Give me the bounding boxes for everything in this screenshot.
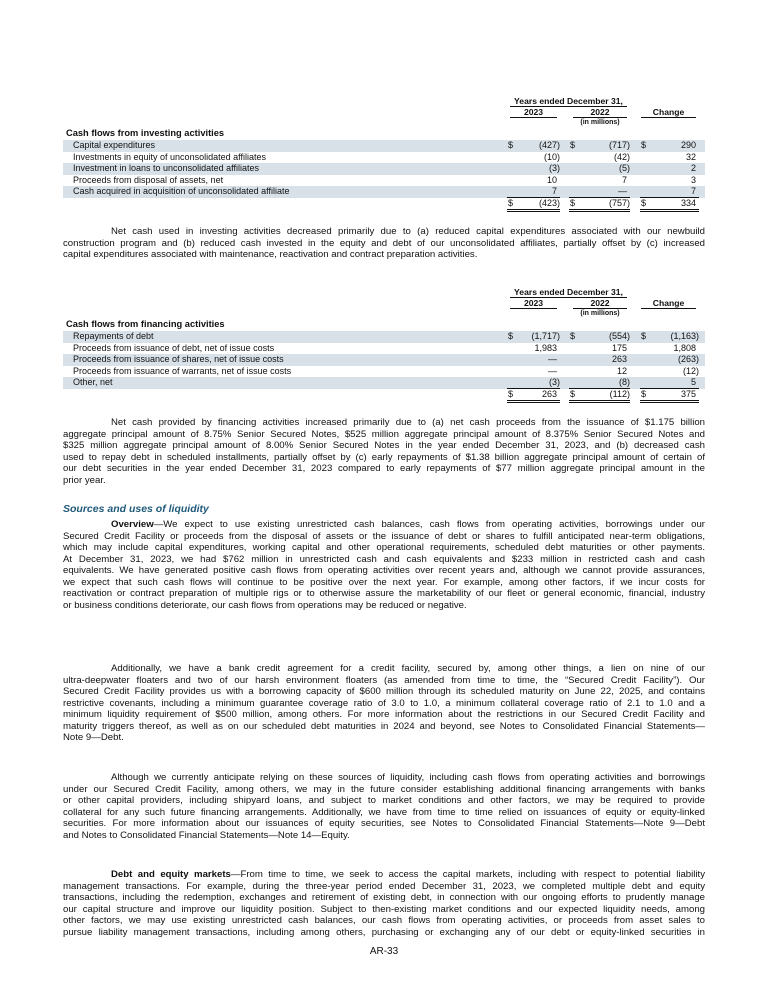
row-label: Investment in loans to unconsolidated affiliates [73, 163, 259, 174]
years-header: Years ended December 31, [510, 287, 627, 298]
total-row [63, 389, 705, 401]
dollar-sign: $ [641, 389, 647, 399]
dollar-sign: $ [508, 389, 514, 399]
text-line: other factors, we may use existing unrestricted cash balances, our cash flows from operating activities, or proceeds from asset sales to [63, 915, 705, 927]
value-change: 3 [690, 174, 696, 185]
dollar-sign: $ [570, 140, 576, 150]
value-change: 32 [685, 151, 696, 162]
value-v2023: (3) [549, 163, 560, 174]
paragraph [63, 869, 705, 938]
value-v2023: — [548, 365, 557, 376]
row-label: Proceeds from issuance of warrants, net of issue costs [73, 365, 292, 376]
dollar-sign: $ [641, 198, 647, 208]
row-label: Investments in equity of unconsolidated affiliates [73, 151, 266, 162]
text-line: or other capital providers, including shipyard loans, and subject to market conditions and other factors, we may be required to provide [63, 795, 705, 807]
value-change: 2 [690, 163, 696, 174]
value-v2022: 7 [621, 174, 627, 185]
years-header: Years ended December 31, [510, 96, 627, 107]
value-v2022: 263 [611, 354, 627, 365]
text-line: Although we currently anticipate relying on these sources of liquidity, including cash flows from operating activities and borrowings [111, 772, 705, 783]
text-line: transactions, including the redemption, exchanges and retirement of existing debt, in connection with our ongoing efforts to prudently manage [63, 892, 705, 904]
text-line: maturity triggers thereof, as well as on our scheduled debt maturities in 2024 and beyond, see Notes to Consolidated Financial Statements— [63, 720, 705, 732]
text-line: construction program and (b) reduced cash invested in the equity and debt of our unconsolidated affiliates, partially offset by (c) increased [63, 237, 705, 249]
dollar-sign: $ [641, 140, 647, 150]
column-change: Change [641, 107, 696, 118]
text-line: our debt securities in the year ended December 31, 2023 compared to early repayments of $77 million aggregate principal amount in the [63, 463, 705, 475]
text-line: pursue liability management transactions, including among others, purchasing or exchanging any of our debt or equity-linked securities in [63, 926, 705, 938]
value-v2023: (423) [538, 198, 560, 208]
text-line: we expect that such cash flows will continue to be positive over the next year. For example, among other factors, if we incur costs for [63, 576, 705, 588]
value-v2023: 1,983 [534, 342, 557, 353]
value-change: 375 [680, 389, 696, 399]
text-line: our capital structure and improve our liquidity position. Subject to then-existing market conditions and our expected liquidity needs, among [63, 903, 705, 915]
table-row [63, 152, 705, 164]
value-v2022: (717) [608, 140, 630, 150]
table-row [63, 366, 705, 378]
row-label: Other, net [73, 377, 113, 388]
text-line: and Notes to Consolidated Financial Statements—Note 14—Equity. [63, 829, 350, 841]
column-change: Change [641, 298, 696, 309]
dollar-sign: $ [570, 331, 576, 341]
value-v2022: (554) [608, 331, 630, 341]
text-line: equivalents. We have generated positive cash flows from operating activities over recent years and, although we cannot provide assurances, [63, 565, 705, 577]
text-line: prior year. [63, 474, 106, 486]
table-row [63, 140, 705, 152]
text-line: $325 million aggregate principal amount of 8.00% Senior Secured Notes in the year ended December 31, 2023, and (b) decreased cash [63, 440, 705, 452]
text-line: collateral for any such future financing arrangements. Additionally, we have from time to time relied on issuances of equity or equity-linked [63, 806, 705, 818]
text-line: ultra-deepwater floaters and two of our harsh environment floaters (as amended from time to time, the “Secured Credit Facility”). Our [63, 674, 705, 686]
value-v2023: (3) [549, 377, 560, 388]
value-v2023: 10 [546, 174, 557, 185]
text-line: reactivation or contract preparation of multiple rigs or to otherwise assure the marketability of our fleet or general economic, financial, industry [63, 588, 705, 600]
paragraph [63, 226, 705, 261]
column-2022: 2022 [573, 107, 627, 118]
value-v2022: — [618, 186, 627, 197]
text-line: Net cash provided by financing activities increased primarily due to (a) net cash proceeds from the issuance of $1.175 billion [111, 417, 705, 428]
table-row [63, 331, 705, 343]
table-row [63, 377, 705, 389]
row-label: Cash acquired in acquisition of unconsolidated affiliate [73, 186, 290, 197]
value-v2023: — [548, 354, 557, 365]
value-v2022: 12 [616, 365, 627, 376]
paragraph-lead: Overview [111, 519, 154, 530]
value-v2023: 263 [541, 389, 557, 399]
value-change: 1,808 [673, 342, 696, 353]
row-label: Proceeds from issuance of shares, net of issue costs [73, 354, 284, 365]
paragraph [63, 519, 705, 611]
value-v2023: (10) [543, 151, 560, 162]
row-label: Proceeds from issuance of debt, net of issue costs [73, 342, 275, 353]
table-row [63, 175, 705, 187]
dollar-sign: $ [641, 331, 647, 341]
value-change: (12) [682, 365, 699, 376]
line-text: —We expect to use existing unrestricted cash balances, cash flows from operating activities, borrowings under our [153, 519, 705, 530]
dollar-sign: $ [508, 140, 514, 150]
text-line: management transactions. For example, during the three-year period ended December 31, 2023, we completed multiple debt and equity [63, 880, 705, 892]
value-v2023: (1,717) [531, 331, 560, 341]
row-label: Proceeds from disposal of assets, net [73, 174, 224, 185]
table-row [63, 163, 705, 175]
text-line: aggregate principal amount of 8.75% Senior Secured Notes, $525 million aggregate principal amount of 8.375% Senior Secured Notes and [63, 428, 705, 440]
table-row [63, 343, 705, 355]
paragraph-lead: Debt and equity markets [111, 869, 231, 880]
text-line: Additionally, we have a bank credit agreement for a credit facility, secured by, among other things, a lien on nine of our [111, 663, 705, 674]
value-v2022: (8) [619, 377, 630, 388]
page-number: AR-33 [369, 946, 399, 957]
value-change: (1,163) [670, 331, 699, 341]
text-line: Note 9—Debt. [63, 732, 124, 744]
text-line: which may include capital expenditures, working capital and other operational requirements, scheduled debt maturities or other payments. [63, 542, 705, 554]
value-v2023: (427) [538, 140, 560, 150]
section-heading: Sources and uses of liquidity [63, 503, 209, 515]
value-change: 290 [680, 140, 696, 150]
section-title: Cash flows from financing activities [66, 319, 225, 329]
text-line: securities. For more information about our issuances of equity securities, see Notes to Consolidated Financial Statements—Note 9—Debt [63, 818, 705, 830]
value-v2022: (112) [609, 389, 630, 399]
value-v2022: 175 [611, 342, 627, 353]
text-line [63, 869, 705, 881]
text-line [63, 519, 705, 531]
value-change: 5 [690, 377, 696, 388]
paragraph [63, 772, 705, 841]
paragraph [63, 663, 705, 744]
text-line: restrictive covenants, including a minimum guarantee coverage ratio of 3.0 to 1.0, a minimum collateral coverage ratio of 2.1 to 1.0 and a [63, 697, 705, 709]
row-label: Repayments of debt [73, 331, 154, 341]
dollar-sign: $ [508, 198, 514, 208]
text-line: capital expenditures associated with maintenance, reactivation and contract preparation activities. [63, 249, 478, 261]
row-label: Capital expenditures [73, 140, 156, 150]
text-line: used to repay debt in scheduled installments, partially offset by (c) early repayments of $1.38 billion aggregate principal amount of certain of [63, 451, 705, 463]
table-row [63, 186, 705, 198]
column-2023: 2023 [510, 298, 557, 309]
dollar-sign: $ [570, 198, 576, 208]
paragraph [63, 417, 705, 486]
value-v2022: (42) [613, 151, 630, 162]
value-v2022: (5) [619, 163, 630, 174]
text-line: At December 31, 2023, we had $762 million in unrestricted cash and cash equivalents and $233 million in restricted cash and cash [63, 553, 705, 565]
units-label: (in millions) [580, 310, 620, 317]
value-change: 7 [690, 186, 696, 197]
value-change: 334 [680, 198, 696, 208]
value-v2023: 7 [551, 186, 557, 197]
dollar-sign: $ [570, 389, 576, 399]
table-row [63, 354, 705, 366]
line-text: —From time to time, we seek to access the capital markets, including with respect to potential liability [230, 869, 705, 880]
text-line: or business conditions deteriorate, our cash flows from operations may be reduced or negative. [63, 599, 467, 611]
text-line: Secured Credit Facility or proceeds from the disposal of assets or the issuance of debt or shares to fulfill anticipated near-term obligations, [63, 530, 705, 542]
dollar-sign: $ [508, 331, 514, 341]
total-row [63, 198, 705, 210]
section-title: Cash flows from investing activities [66, 128, 225, 138]
column-2022: 2022 [573, 298, 627, 309]
text-line: Net cash used in investing activities decreased primarily due to (a) reduced capital expenditures associated with our newbuild [111, 226, 705, 237]
column-2023: 2023 [510, 107, 557, 118]
value-change: (263) [677, 354, 699, 365]
text-line: Secured Credit Facility provides us with a borrowing capacity of $600 million through its scheduled maturity on June 22, 2025, and contains [63, 686, 705, 698]
units-label: (in millions) [580, 119, 620, 126]
value-v2022: (757) [608, 198, 630, 208]
text-line: minimum liquidity requirement of $500 million, among others. For more information about the restrictions in our Secured Credit Facility and [63, 709, 705, 721]
text-line: under our Secured Credit Facility, among others, we may in the future consider establishing additional financing arrangements with banks [63, 783, 705, 795]
